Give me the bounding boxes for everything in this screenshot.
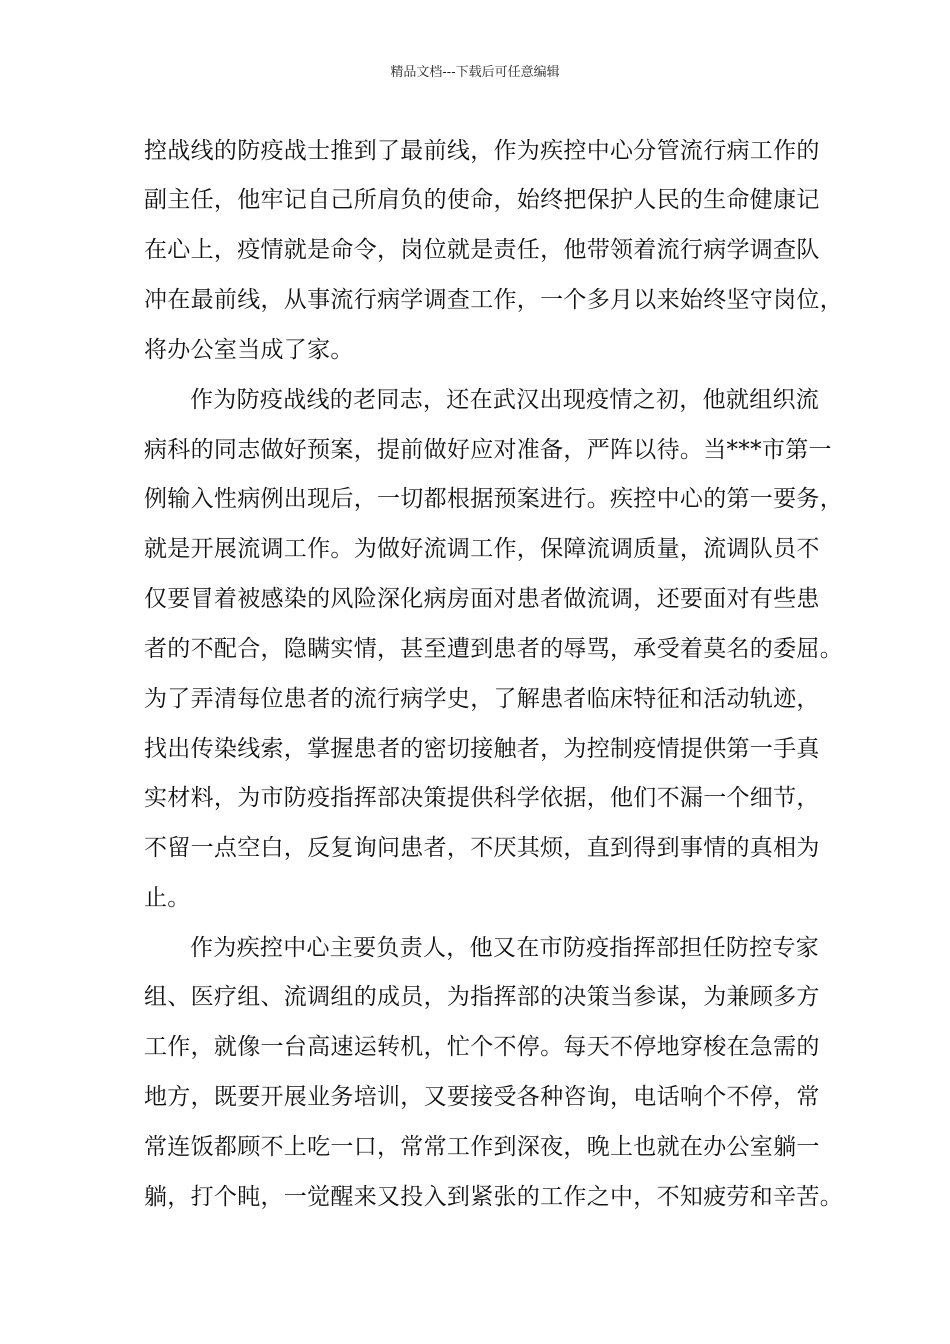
text-line: 者的不配合，隐瞒实情，甚至遭到患者的辱骂，承受着莫名的委屈。 [144,636,843,662]
text-line: 就是开展流调工作。为做好流调工作，保障流调质量，流调队员不 [144,536,820,562]
text-line: 为了弄清每位患者的流行病学史，了解患者临床特征和活动轨迹， [144,686,820,712]
text-line: 将办公室当成了家。 [144,337,354,363]
text-line: 工作，就像一台高速运转机，忙个不停。每天不停地穿梭在急需的 [144,1034,820,1060]
text-line: 副主任，他牢记自己所肩负的使命，始终把保护人民的生命健康记 [144,187,820,213]
text-line: 实材料，为市防疫指挥部决策提供科学依据，他们不漏一个细节， [144,785,820,811]
text-line: 组、医疗组、流调组的成员，为指挥部的决策当参谋，为兼顾多方 [144,984,820,1010]
text-line: 在心上，疫情就是命令，岗位就是责任，他带领着流行病学调查队 [144,237,820,263]
text-line: 常连饭都顾不上吃一口，常常工作到深夜，晚上也就在办公室躺一 [144,1134,820,1160]
text-line: 躺，打个盹，一觉醒来又投入到紧张的工作之中，不知疲劳和辛苦。 [144,1184,843,1210]
text-line: 仅要冒着被感染的风险深化病房面对患者做流调，还要面对有些患 [144,586,820,612]
text-line: 控战线的防疫战士推到了最前线，作为疾控中心分管流行病工作的 [144,138,820,164]
text-line: 止。 [144,885,191,911]
text-line: 冲在最前线，从事流行病学调查工作，一个多月以来始终坚守岗位， [144,287,843,313]
text-line: 病科的同志做好预案，提前做好应对准备，严阵以待。当***市第一 [144,437,832,463]
text-line: 地方，既要开展业务培训，又要接受各种咨询，电话响个不停，常 [144,1084,820,1110]
text-line: 找出传染线索，掌握患者的密切接触者，为控制疫情提供第一手真 [144,736,820,762]
paragraph-first-line: 作为疾控中心主要负责人，他又在市防疫指挥部担任防控专家 [190,935,820,961]
text-line: 例输入性病例出现后，一切都根据预案进行。疾控中心的第一要务， [144,486,843,512]
text-line: 不留一点空白，反复询问患者，不厌其烦，直到得到事情的真相为 [144,835,820,861]
page-header: 精品文档---下载后可任意编辑 [390,65,560,80]
paragraph-first-line: 作为防疫战线的老同志，还在武汉出现疫情之初，他就组织流 [190,387,820,413]
